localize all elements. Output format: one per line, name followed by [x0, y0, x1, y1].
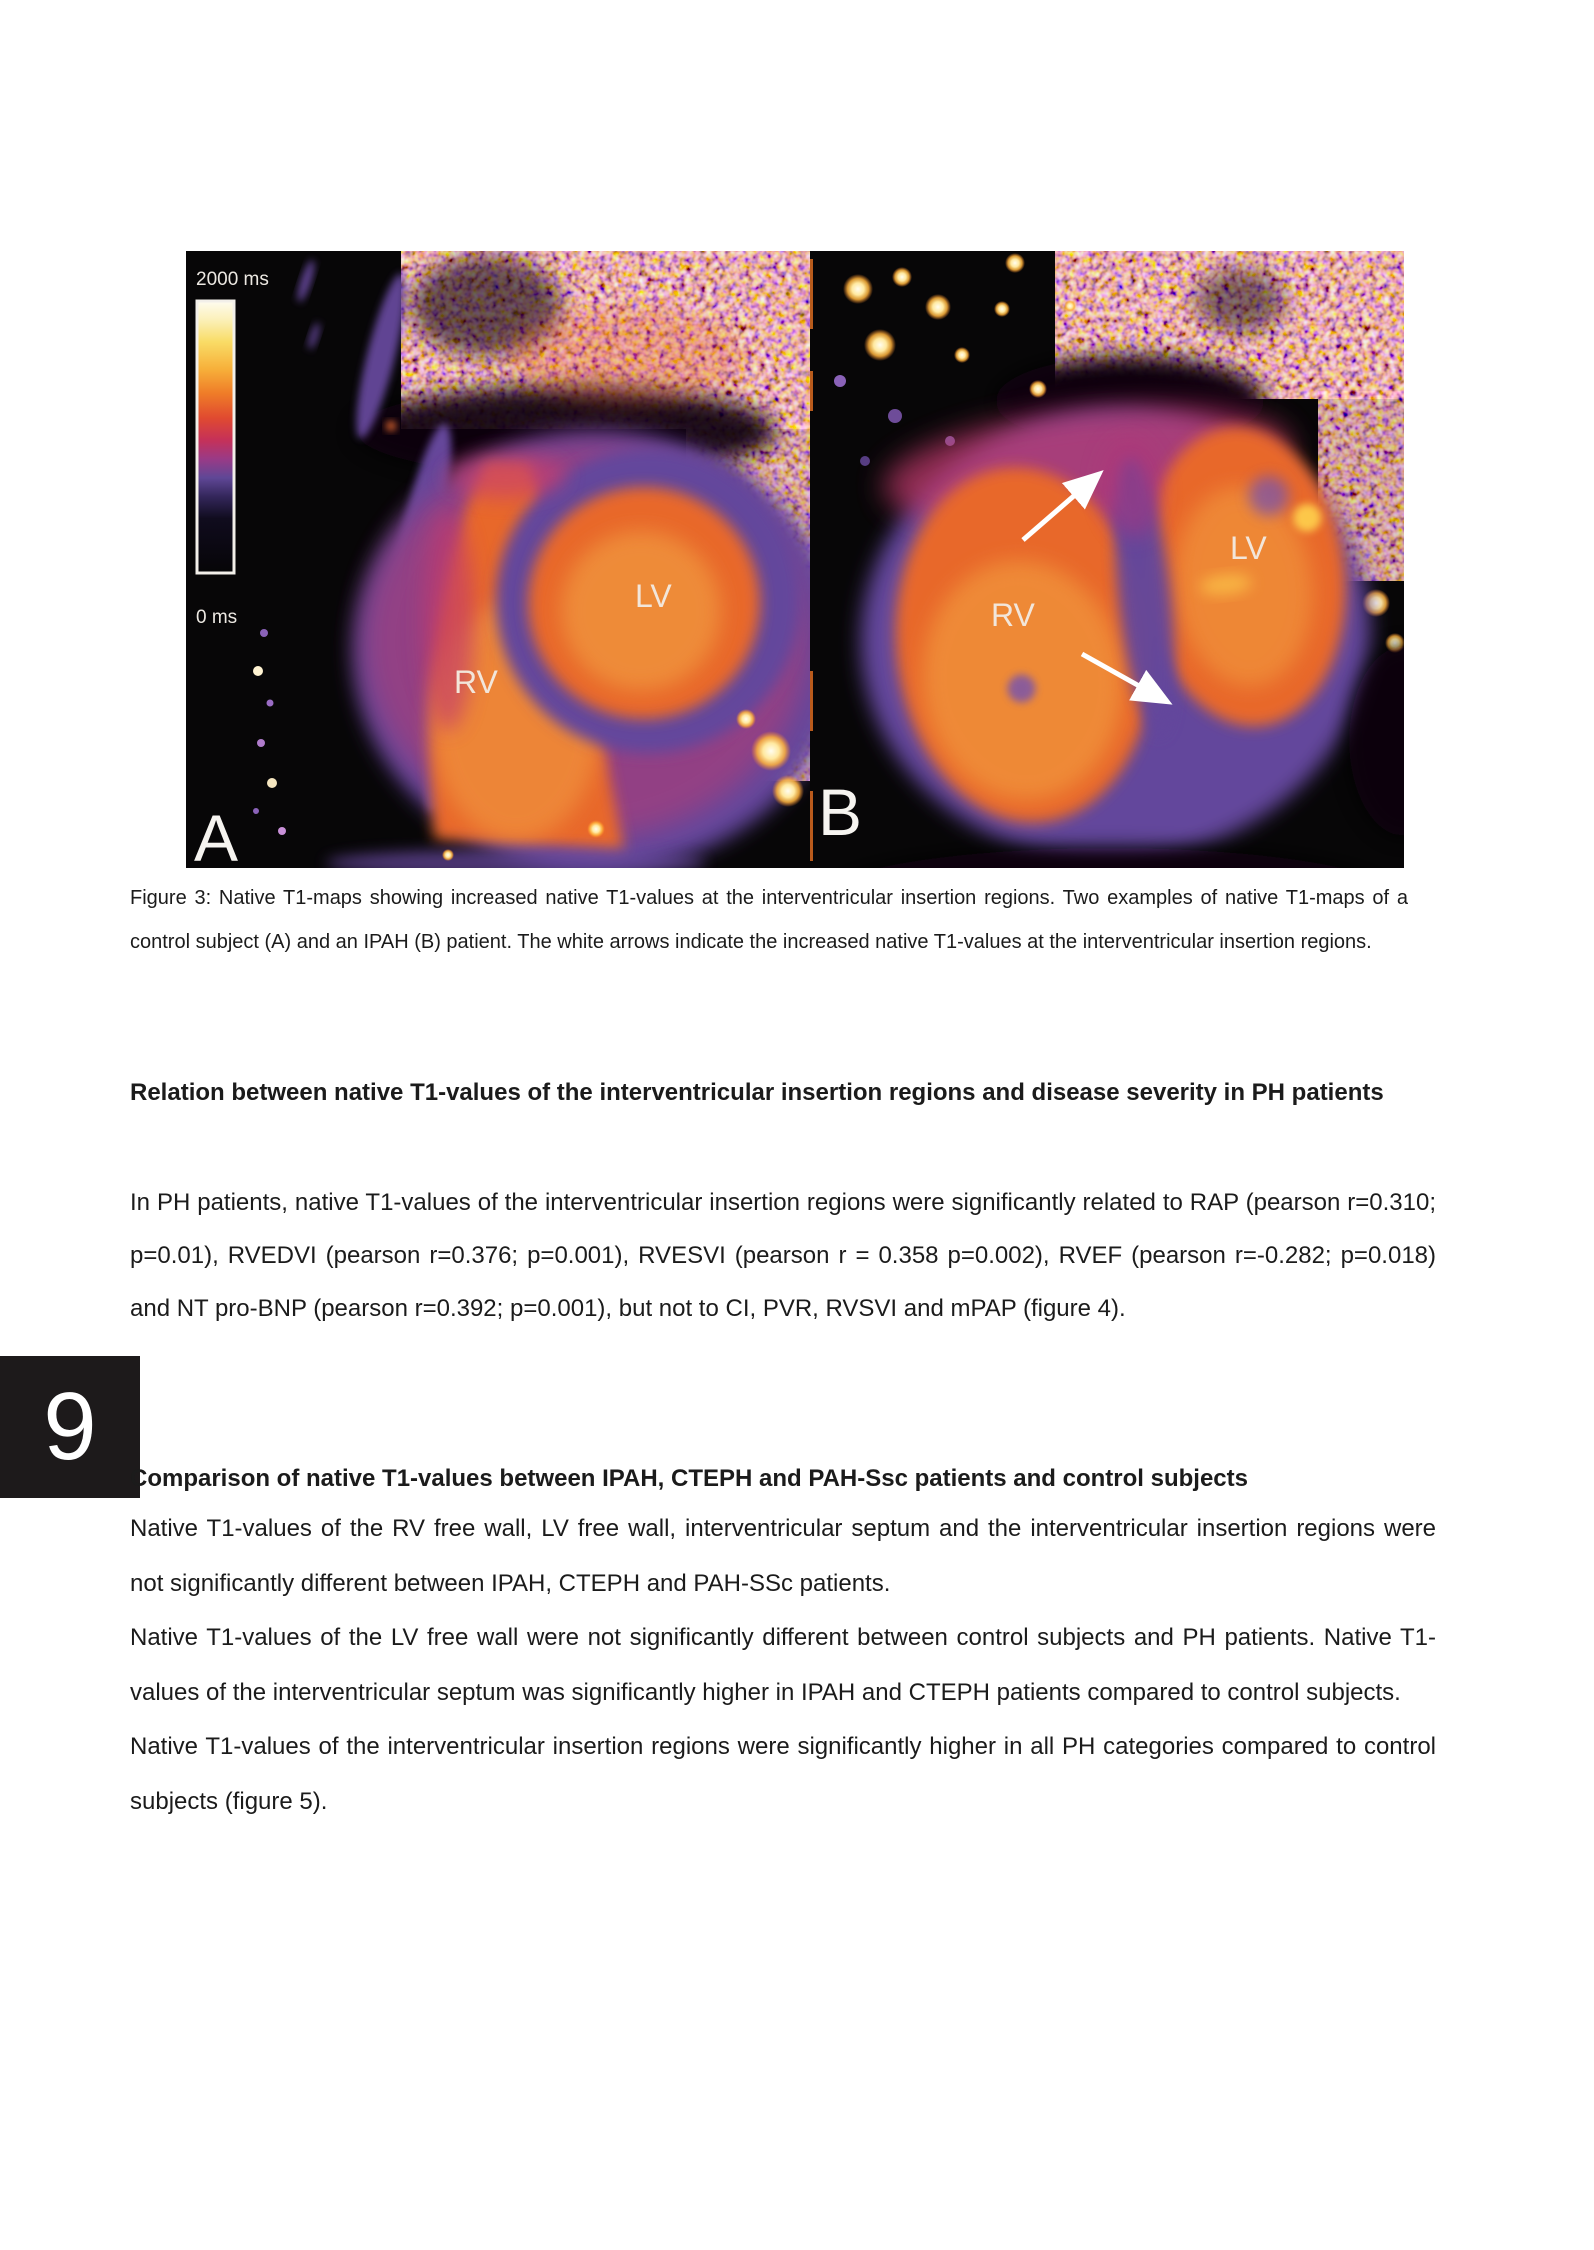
section-heading-relation: Relation between native T1-values of the interventricular insertion regions and disease severity in PH patients [130, 1079, 1384, 1106]
paragraph-relation: In PH patients, native T1-values of the interventricular insertion regions were significantly related to RAP (pearson r=0.310; p=0.01), RVEDVI (pearson r=0.376; p=0.001), RVESVI (pearson r = 0.358 p=0.002), RVEF (pearson r=-0.282; p=0.018) and NT pro-BNP (pearson r=0.392; p=0.001), but not to CI, PVR, RVSVI and mPAP (figure 4). [130, 1189, 1436, 1322]
section-heading-comparison: Comparison of native T1-values between IPAH, CTEPH and PAH-Ssc patients and control subjects [130, 1465, 1248, 1492]
colorbar-gradient [197, 301, 234, 573]
paragraph-comparison-3: Native T1-values of the interventricular insertion regions were significantly higher in all PH categories compared to control subjects (figure 5). [130, 1733, 1436, 1815]
panel-a-rv-label: RV [454, 664, 498, 700]
comparison-paragraphs [130, 1502, 1436, 1829]
paragraph-comparison-1: Native T1-values of the RV free wall, LV free wall, interventricular septum and the interventricular insertion regions were not significantly different between IPAH, CTEPH and PAH-SSc patients. [130, 1515, 1436, 1597]
paragraph-comparison-2: Native T1-values of the LV free wall were not significantly different between control subjects and PH patients. Native T1-values of the interventricular septum was significantly higher in IPAH and CTEPH patients compared to control subjects. [130, 1624, 1436, 1706]
panel-b-lv-label: LV [1230, 530, 1267, 566]
panel-b-letter: B [818, 775, 863, 849]
panel-a-letter: A [194, 801, 239, 868]
colorbar-max-label: 2000 ms [196, 269, 269, 290]
colorbar-min-label: 0 ms [196, 607, 238, 628]
panel-b [810, 251, 1404, 868]
figure-3-image [186, 251, 1404, 868]
panel-a-lv-label: LV [635, 578, 672, 614]
panel-b-rv-label: RV [991, 597, 1035, 633]
page-number: 9 [43, 1373, 97, 1480]
page-number-box [0, 1356, 140, 1498]
panel-a [186, 251, 810, 868]
figure-caption: Figure 3: Native T1-maps showing increased native T1-values at the interventricular insertion regions. Two examples of native T1-maps of a control subject (A) and an IPAH (B) patient. The white arrows indicate the increased native T1-values at the interventricular insertion regions. [130, 887, 1408, 953]
